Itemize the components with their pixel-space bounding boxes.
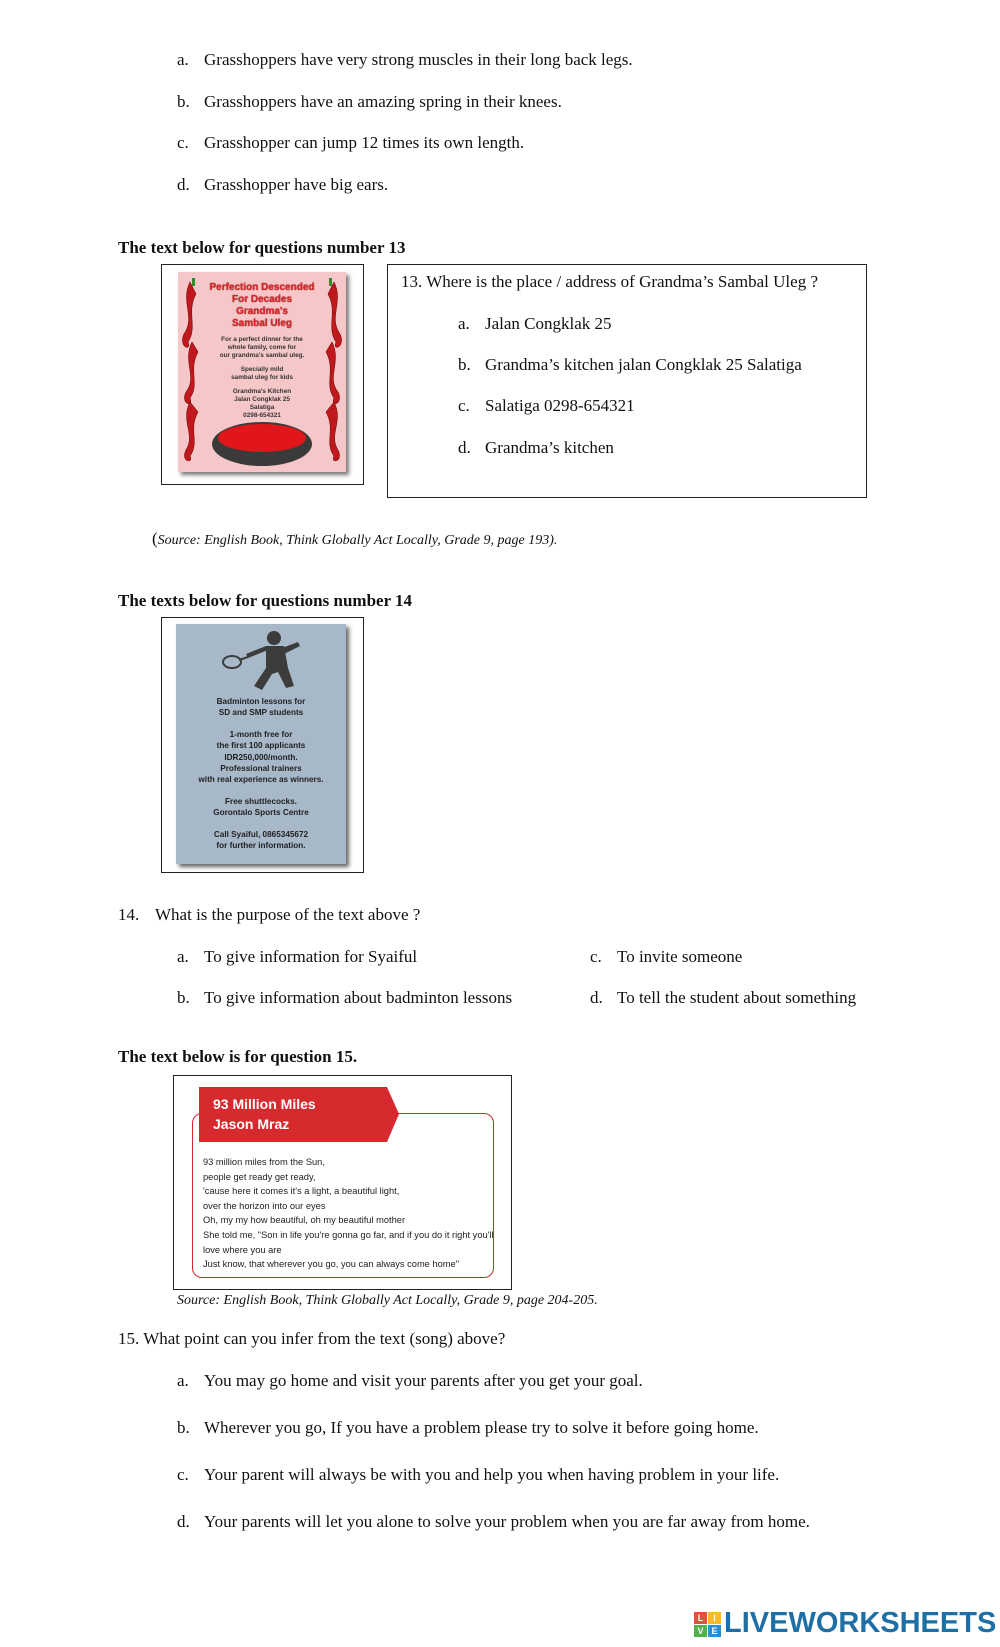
q15-option-a[interactable] (177, 1371, 643, 1391)
q14-heading: The texts below for questions number 14 (118, 591, 413, 610)
option-letter: a. (458, 314, 470, 333)
q15-question: 15. What point can you infer from the text (song) above? (118, 1329, 506, 1348)
poster-line: Free shuttlecocks. (225, 796, 297, 806)
q13-option-a[interactable] (458, 314, 612, 334)
lyric-line: love where you are (203, 1244, 282, 1255)
q13-option-c[interactable] (458, 396, 635, 416)
option-letter: a. (177, 50, 189, 69)
option-letter: d. (177, 175, 190, 194)
option-text: Your parents will let you alone to solve your problem when you are far away from home. (204, 1512, 810, 1531)
poster-line: for further information. (216, 841, 306, 851)
option-text: Grasshopper can jump 12 times its own length. (204, 133, 525, 152)
poster-line: whole family, come for (227, 344, 297, 351)
option-text: Grasshoppers have an amazing spring in their knees. (204, 92, 562, 111)
q14-option-c[interactable] (590, 947, 742, 967)
poster-line: Specially mild (240, 366, 284, 373)
poster-line: with real experience as winners. (198, 775, 324, 785)
option-text: Wherever you go, If you have a problem please try to solve it before going home. (204, 1418, 759, 1437)
poster-line: the first 100 applicants (216, 741, 306, 751)
question-number: 14. (118, 905, 140, 924)
q12-option-d[interactable] (177, 175, 388, 195)
poster-title-line: Grandma's (236, 306, 288, 317)
q13-question-box (387, 264, 867, 498)
option-text: You may go home and visit your parents after you get your goal. (204, 1371, 643, 1390)
option-text: Grandma’s kitchen (485, 438, 614, 457)
option-text: Jalan Congklak 25 (485, 314, 612, 333)
q13-option-d[interactable] (458, 438, 614, 458)
option-letter: b. (177, 92, 190, 111)
option-letter: d. (458, 438, 471, 457)
poster-line: Professional trainers (220, 764, 302, 774)
logo-letter: V (694, 1625, 707, 1637)
poster-line: sambal uleg for kids (231, 374, 293, 381)
poster-title-line: Sambal Uleg (231, 318, 293, 329)
q13-heading: The text below for questions number 13 (118, 238, 406, 257)
poster-title-line: Perfection Descended (209, 282, 315, 293)
option-letter: d. (590, 988, 603, 1007)
logo-letter: E (708, 1625, 721, 1637)
poster-body (178, 336, 346, 420)
sambal-poster (178, 272, 346, 472)
poster-line: Jalan Congklak 25 (234, 396, 290, 403)
logo-letter: I (708, 1612, 721, 1624)
q13-option-b[interactable] (458, 355, 802, 375)
source-paren: ( (152, 529, 158, 548)
option-letter: b. (177, 1418, 190, 1437)
option-letter: c. (177, 133, 189, 152)
option-letter: c. (458, 396, 470, 415)
option-letter: a. (177, 947, 189, 966)
q15-heading: The text below is for question 15. (118, 1047, 358, 1066)
lyric-line: Just know, that wherever you go, you can always come home" (203, 1259, 459, 1270)
poster-line: our grandma's sambal uleg. (219, 352, 305, 359)
q15-option-b[interactable] (177, 1418, 759, 1438)
liveworksheets-logo-icon (694, 1612, 722, 1638)
badminton-poster (176, 624, 346, 864)
option-letter: b. (458, 355, 471, 374)
option-text: Your parent will always be with you and help you when having problem in your life. (204, 1465, 780, 1484)
lyric-line: people get ready get ready, (203, 1171, 316, 1182)
q13-source (152, 529, 557, 549)
option-letter: b. (177, 988, 190, 1007)
poster-line: IDR250,000/month. (224, 752, 298, 762)
poster-title (178, 282, 346, 330)
song-title: 93 Million Miles (213, 1096, 316, 1112)
song-artist: Jason Mraz (213, 1116, 290, 1132)
q13-question: 13. Where is the place / address of Grandma’s Sambal Uleg ? (401, 272, 818, 291)
source-text: Source: English Book, Think Globally Act Locally, Grade 9, page 193). (157, 533, 558, 548)
lyric-line: 93 million miles from the Sun, (203, 1157, 325, 1167)
option-letter: c. (177, 1465, 189, 1484)
poster-body (176, 696, 346, 851)
q14-option-b[interactable] (177, 988, 512, 1008)
option-text: Grasshoppers have very strong muscles in their long back legs. (204, 50, 633, 69)
poster-line: For a perfect dinner for the (221, 336, 303, 343)
q12-option-c[interactable] (177, 133, 524, 153)
option-text: To tell the student about something (617, 988, 857, 1007)
q14-option-d[interactable] (590, 988, 856, 1008)
poster-line: Grandma's Kitchen (232, 388, 292, 395)
option-letter: d. (177, 1512, 190, 1531)
lyric-line: 'cause here it comes it's a light, a beautiful light, (203, 1186, 400, 1197)
option-text: To give information about badminton lessons (204, 988, 513, 1007)
option-letter: a. (177, 1371, 189, 1390)
lyric-line: Oh, my my how beautiful, oh my beautiful mother (203, 1215, 406, 1226)
q14-option-a[interactable] (177, 947, 417, 967)
q14-question (118, 905, 420, 925)
q15-source: Source: English Book, Think Globally Act Locally, Grade 9, page 204-205. (177, 1293, 598, 1308)
poster-line: Call Syaiful, 0865345672 (213, 829, 309, 839)
liveworksheets-logo-text[interactable]: LIVEWORKSHEETS (724, 1607, 997, 1639)
song-title-text (213, 1094, 316, 1134)
question-text: What is the purpose of the text above ? (155, 905, 421, 924)
poster-line: SD and SMP students (218, 708, 304, 718)
option-letter: c. (590, 947, 602, 966)
option-text: Grandma’s kitchen jalan Congklak 25 Salatiga (485, 355, 802, 374)
q12-option-a[interactable] (177, 50, 633, 70)
option-text: To invite someone (617, 947, 743, 966)
q15-option-c[interactable] (177, 1465, 779, 1485)
poster-title-line: For Decades (231, 294, 293, 305)
option-text: To give information for Syaiful (204, 947, 418, 966)
lyric-line: over the horizon into our eyes (203, 1200, 326, 1211)
poster-line: Salatiga (249, 404, 275, 411)
poster-line: 1-month free for (229, 729, 293, 739)
song-lyrics (203, 1155, 494, 1272)
poster-line: 0298-654321 (243, 412, 281, 419)
poster-line: Badminton lessons for (216, 697, 306, 706)
logo-letter: L (694, 1612, 707, 1624)
option-text: Grasshopper have big ears. (204, 175, 389, 194)
q15-option-d[interactable] (177, 1512, 810, 1532)
poster-line: Gorontalo Sports Centre (213, 808, 309, 818)
q12-option-b[interactable] (177, 92, 562, 112)
lyric-line: She told me, "Son in life you're gonna go far, and if you do it right you'll (203, 1229, 494, 1240)
option-text: Salatiga 0298-654321 (485, 396, 635, 415)
